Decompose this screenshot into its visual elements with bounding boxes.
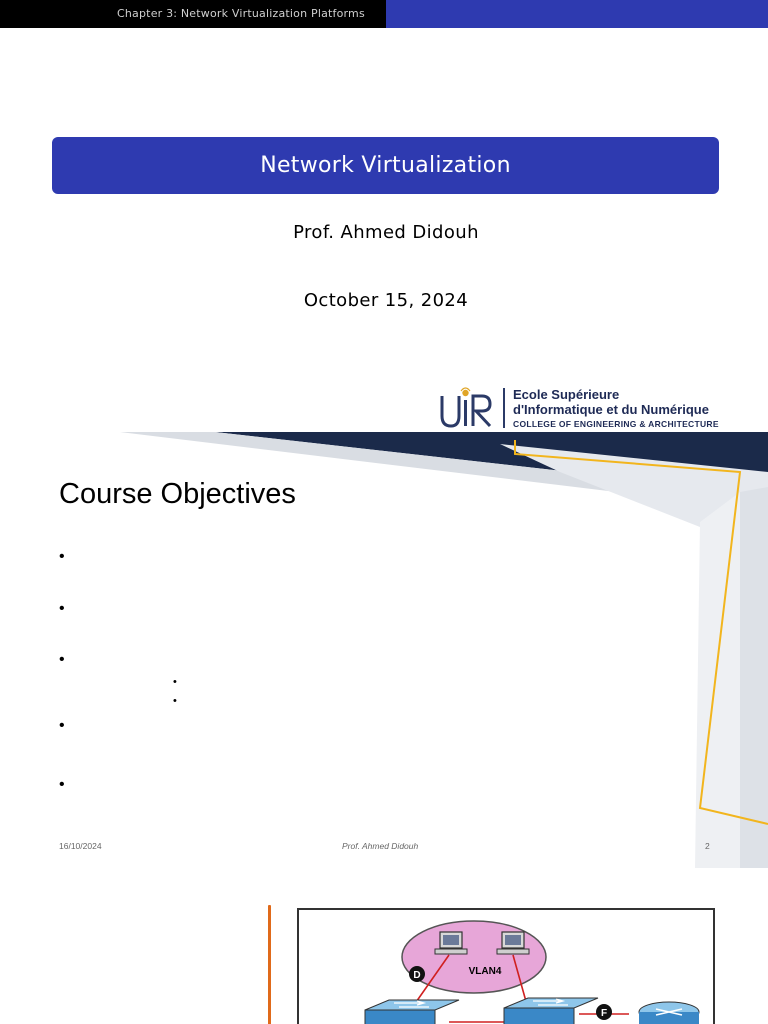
logo-text-line1: Ecole Supérieure: [513, 387, 620, 402]
switch-icon: [504, 998, 598, 1024]
logo-separator: [503, 388, 505, 428]
marker-f-label: F: [600, 1008, 608, 1019]
header-bar: [0, 0, 386, 28]
presentation-date: October 15, 2024: [303, 290, 469, 311]
title-slide: [0, 0, 768, 432]
vlan-label: VLAN4: [468, 966, 502, 977]
pc-icon: [497, 932, 529, 954]
logo-text-line3: COLLEGE OF ENGINEERING & ARCHITECTURE: [513, 419, 719, 429]
list-item: •: [59, 600, 65, 617]
uir-logo-icon: [438, 386, 494, 430]
list-item: •: [59, 651, 65, 668]
sub-list-item: •: [173, 695, 177, 707]
slide-title: Course Objectives: [59, 478, 296, 510]
title-block: [52, 137, 719, 194]
footer-author: Prof. Ahmed Didouh: [342, 841, 419, 851]
list-item: •: [59, 548, 65, 565]
slide-title: Network Virtualization: [260, 153, 511, 178]
pc-icon: [435, 932, 467, 954]
author-name: Prof. Ahmed Didouh: [293, 222, 479, 243]
logo-text-line2: d'Informatique et du Numérique: [513, 402, 709, 417]
router-icon: [639, 1002, 699, 1024]
chapter-header-text: Chapter 3: Network Virtualization Platforms: [117, 7, 365, 20]
list-item: •: [59, 776, 65, 793]
marker-d-label: D: [413, 970, 421, 981]
objectives-slide: [0, 432, 768, 868]
footer-date: 16/10/2024: [59, 841, 102, 851]
vlan-topology-drawing: [299, 910, 713, 1024]
network-diagram: [297, 908, 715, 1024]
list-item: •: [59, 717, 65, 734]
header-accent-bar: [386, 0, 768, 28]
footer-page-number: 2: [705, 841, 710, 851]
switch-icon: [365, 1000, 459, 1024]
orange-accent-line: [268, 905, 271, 1024]
vlan-diagram-slide: [0, 868, 768, 1024]
sub-list-item: •: [173, 676, 177, 688]
